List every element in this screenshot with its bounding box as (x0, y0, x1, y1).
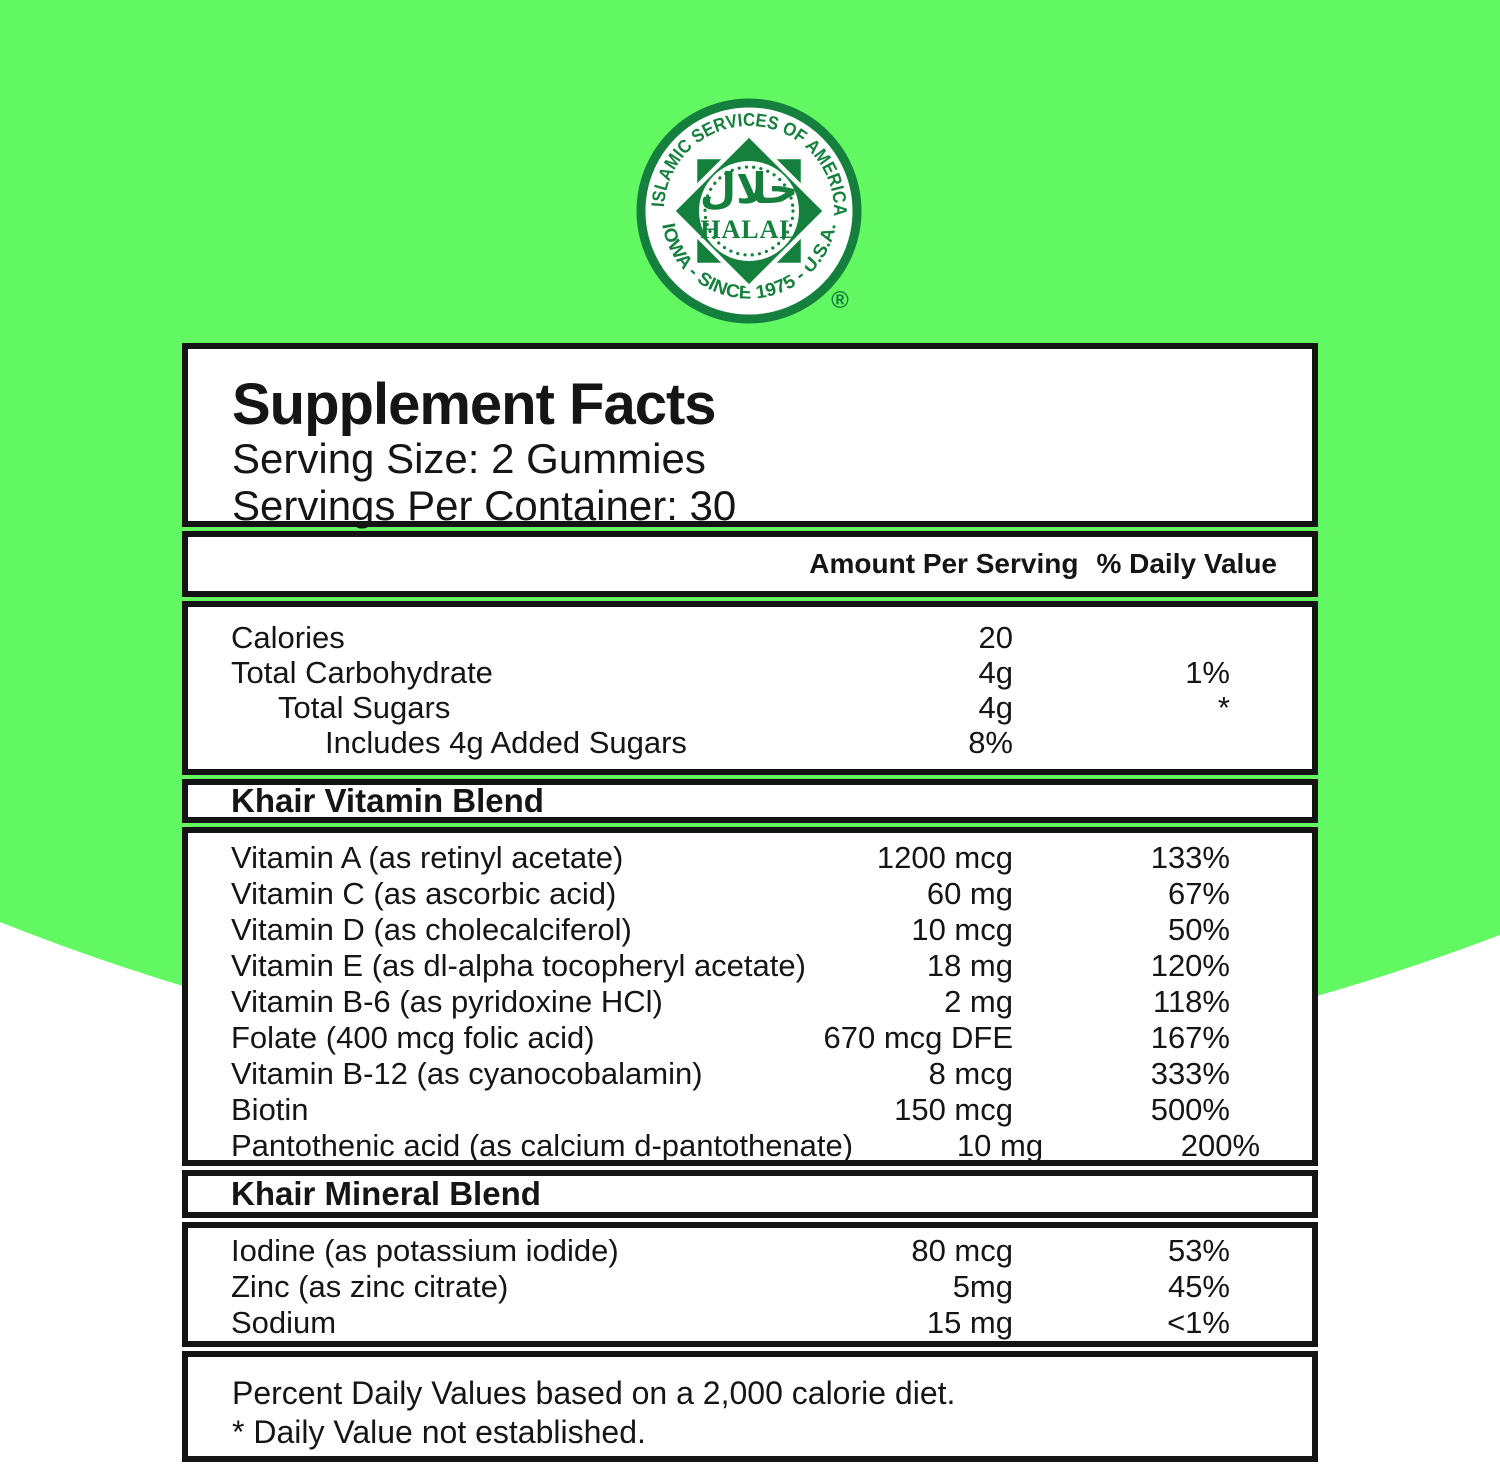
nutrient-daily-value (1013, 620, 1230, 655)
logo-halal-text: HALAL (700, 215, 798, 244)
nutrient-amount: 60 mg (926, 876, 1013, 911)
servings-per-container-text: Servings Per Container: 30 (232, 482, 737, 529)
table-row (188, 948, 1312, 984)
nutrient-daily-value: 333% (1150, 1056, 1230, 1091)
nutrient-daily-value: <1% (1167, 1305, 1230, 1340)
nutrient-amount: 80 mcg (911, 1233, 1013, 1268)
mineral-table (182, 1222, 1318, 1347)
nutrient-daily-value: 500% (1150, 1092, 1230, 1127)
vitamin-table (182, 827, 1318, 1166)
nutrient-amount: 18 mg (926, 948, 1013, 983)
nutrient-name: Vitamin B-12 (as cyanocobalamin) (231, 1056, 703, 1091)
nutrient-amount: 10 mg (956, 1128, 1044, 1163)
halal-certification-logo (624, 89, 874, 339)
nutrient-name: Zinc (as zinc citrate) (231, 1269, 509, 1304)
nutrient-amount: 150 mcg (894, 1092, 1013, 1127)
nutrient-amount: 4g (978, 690, 1013, 725)
nutrient-daily-value: 1% (1185, 655, 1230, 690)
nutrient-amount: 20 (978, 620, 1013, 655)
table-row (188, 876, 1312, 912)
nutrient-name: Vitamin B-6 (as pyridoxine HCl) (231, 984, 663, 1019)
nutrient-amount: 10 mcg (911, 912, 1013, 947)
table-row (188, 1233, 1312, 1269)
nutrient-amount: 15 mg (926, 1305, 1013, 1340)
nutrient-name: Pantothenic acid (as calcium d-pantothenate) (231, 1128, 854, 1163)
nutrient-name: Folate (400 mcg folic acid) (231, 1020, 595, 1055)
logo-bottom-arc-text: IOWA - SINCE 1975 - U.S.A. (658, 221, 840, 303)
table-row (188, 1269, 1312, 1305)
registered-trademark-symbol: ® (831, 287, 849, 314)
supplement-facts-label (182, 343, 1318, 1462)
table-row (188, 655, 1312, 690)
nutrient-amount: 8 mcg (928, 1056, 1013, 1091)
nutrient-name: Vitamin C (as ascorbic acid) (231, 876, 617, 911)
footnote-box (182, 1351, 1318, 1462)
vitamin-blend-header: Khair Vitamin Blend (182, 779, 1318, 823)
table-row (188, 1305, 1312, 1341)
nutrient-amount: 1200 mcg (876, 840, 1013, 875)
logo-arabic-halal-text: حلال (699, 164, 799, 213)
macronutrient-table (182, 601, 1318, 775)
footnote-daily-values: Percent Daily Values based on a 2,000 calorie diet. (232, 1375, 956, 1411)
nutrient-daily-value: 50% (1167, 912, 1230, 947)
nutrient-daily-value: 67% (1167, 876, 1230, 911)
nutrient-name: Iodine (as potassium iodide) (231, 1233, 619, 1268)
mineral-blend-header: Khair Mineral Blend (182, 1170, 1318, 1218)
nutrient-daily-value: * (1217, 690, 1230, 725)
nutrient-name: Vitamin D (as cholecalciferol) (231, 912, 632, 947)
table-row (188, 984, 1312, 1020)
table-row (188, 840, 1312, 876)
nutrient-amount: 5mg (952, 1269, 1013, 1304)
table-row (188, 1128, 1312, 1164)
nutrient-amount: 2 mg (944, 984, 1013, 1019)
nutrient-name: Total Carbohydrate (231, 655, 493, 690)
nutrient-daily-value: 120% (1150, 948, 1230, 983)
nutrient-daily-value: 200% (1180, 1128, 1261, 1163)
serving-size-text: Serving Size: 2 Gummies (232, 435, 706, 482)
nutrient-name: Includes 4g Added Sugars (325, 725, 687, 760)
column-header-box (182, 531, 1318, 597)
logo-top-arc-text: ISLAMIC SERVICES OF AMERICA (647, 108, 852, 218)
table-row (188, 690, 1312, 725)
label-title: Supplement Facts (232, 372, 716, 437)
percent-daily-value-header: % Daily Value (1096, 548, 1277, 579)
table-row (188, 1056, 1312, 1092)
footnote-not-established: * Daily Value not established. (232, 1414, 646, 1450)
table-row (188, 912, 1312, 948)
nutrient-daily-value: 45% (1167, 1269, 1230, 1304)
nutrient-name: Total Sugars (278, 690, 451, 725)
amount-per-serving-header: Amount Per Serving (809, 548, 1079, 579)
table-row (188, 1092, 1312, 1128)
nutrient-name: Calories (231, 620, 345, 655)
nutrient-daily-value (1013, 725, 1230, 760)
nutrient-daily-value: 167% (1150, 1020, 1230, 1055)
nutrient-amount: 8% (968, 725, 1013, 760)
nutrient-daily-value: 53% (1167, 1233, 1230, 1268)
table-row (188, 725, 1312, 760)
table-row (188, 1020, 1312, 1056)
nutrient-name: Biotin (231, 1092, 309, 1127)
title-box (182, 343, 1318, 527)
nutrient-name: Vitamin A (as retinyl acetate) (231, 840, 624, 875)
nutrient-amount: 670 mcg DFE (823, 1020, 1013, 1055)
nutrient-name: Sodium (231, 1305, 337, 1340)
nutrient-daily-value: 118% (1153, 984, 1230, 1019)
nutrient-amount: 4g (978, 655, 1013, 690)
nutrient-name: Vitamin E (as dl-alpha tocopheryl acetate) (231, 948, 806, 983)
table-row (188, 620, 1312, 655)
nutrient-daily-value: 133% (1150, 840, 1230, 875)
